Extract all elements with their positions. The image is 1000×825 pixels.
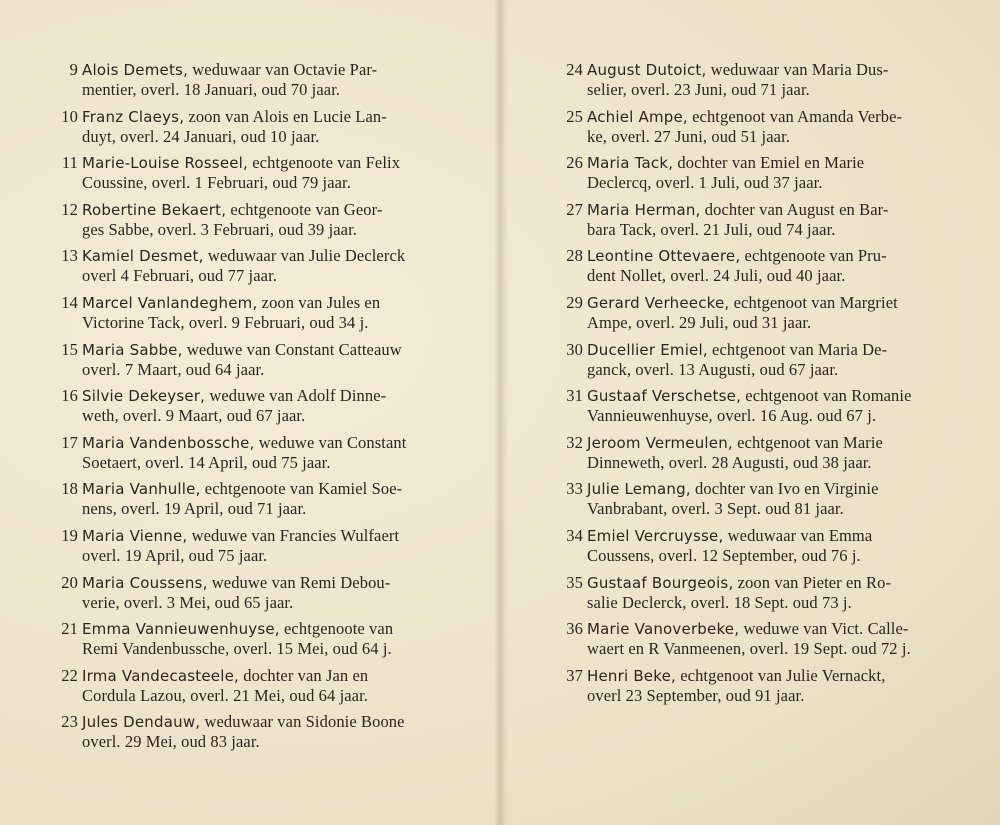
deceased-name: Robertine Bekaert, xyxy=(82,200,227,219)
entry-line-1 xyxy=(82,246,450,266)
entry-line-1 xyxy=(82,340,450,360)
entry-number: 9 xyxy=(69,60,78,79)
entry-relation: dochter van Jan en xyxy=(239,665,369,685)
entry-number: 14 xyxy=(61,292,78,312)
deceased-name: Maria Sabbe, xyxy=(82,340,183,359)
obituary-entry xyxy=(58,386,450,433)
deceased-name: Gustaaf Bourgeois, xyxy=(587,573,734,592)
obituary-entry xyxy=(58,293,450,340)
entry-relation: echtgenoote van Felix xyxy=(248,153,401,173)
entry-relation: echtgenoote van Pru- xyxy=(740,246,887,266)
entry-line-2: mentier, overl. 18 Januari, oud 70 jaar. xyxy=(82,80,341,99)
deceased-name: Kamiel Desmet, xyxy=(82,247,204,266)
entry-relation: weduwaar van Maria Dus- xyxy=(706,60,889,79)
obituary-entry xyxy=(563,200,955,247)
deceased-name: Emiel Vercruysse, xyxy=(587,526,724,545)
deceased-name: Gustaaf Verschetse, xyxy=(587,387,742,406)
entry-number: 26 xyxy=(566,153,583,173)
entry-number: 11 xyxy=(61,153,78,173)
entry-line-1 xyxy=(587,666,955,686)
entry-relation: dochter van Emiel en Marie xyxy=(673,153,865,173)
entry-relation: weduwe van Constant Catteauw xyxy=(182,339,402,359)
entry-text xyxy=(82,526,450,566)
entry-line-2: overl 4 Februari, oud 77 jaar. xyxy=(82,266,277,286)
entry-number: 37 xyxy=(566,665,583,685)
entry-number: 31 xyxy=(566,386,583,406)
entry-line-1 xyxy=(82,619,450,639)
obituary-entry xyxy=(58,712,450,759)
obituary-entry xyxy=(58,479,450,526)
obituary-entry xyxy=(563,526,955,573)
entry-text xyxy=(587,60,955,100)
entry-line-2: overl 23 September, oud 91 jaar. xyxy=(587,685,805,705)
deceased-name: Jules Dendauw, xyxy=(82,713,201,732)
entry-line-1 xyxy=(587,479,955,499)
obituary-entry xyxy=(58,619,450,666)
entry-text xyxy=(82,712,450,752)
entry-relation: echtgenoot van Margriet xyxy=(729,292,898,312)
entry-line-2: Declercq, overl. 1 Juli, oud 37 jaar. xyxy=(587,173,823,193)
entry-line-2: nens, overl. 19 April, oud 71 jaar. xyxy=(82,499,307,519)
entry-line-2: ke, overl. 27 Juni, oud 51 jaar. xyxy=(587,126,790,146)
entry-text xyxy=(82,60,450,100)
deceased-name: Maria Tack, xyxy=(587,154,674,173)
entry-line-1 xyxy=(82,60,450,80)
entry-text xyxy=(587,386,955,426)
entry-line-1 xyxy=(82,153,450,173)
entry-line-2: Vannieuwenhuyse, overl. 16 Aug. oud 67 j. xyxy=(587,406,877,426)
entry-relation: weduwaar van Octavie Par- xyxy=(188,60,378,79)
deceased-name: Jeroom Vermeulen, xyxy=(587,433,733,452)
obituary-entry xyxy=(563,479,955,526)
deceased-name: Marie Vanoverbeke, xyxy=(587,620,740,639)
entry-relation: dochter van Ivo en Virginie xyxy=(690,479,879,499)
obituary-entry xyxy=(563,619,955,666)
entry-text xyxy=(82,479,450,519)
entry-line-1 xyxy=(587,386,955,406)
obituary-entry xyxy=(58,246,450,293)
deceased-name: August Dutoict, xyxy=(587,61,707,79)
obituary-entry xyxy=(563,107,955,154)
entry-line-1 xyxy=(82,293,450,313)
entry-text xyxy=(587,293,955,333)
entry-line-2: waert en R Vanmeenen, overl. 19 Sept. oud 72 j. xyxy=(587,639,911,659)
deceased-name: Maria Coussens, xyxy=(82,573,208,592)
deceased-name: Gerard Verheecke, xyxy=(587,293,730,312)
obituary-entry xyxy=(58,60,450,107)
entry-line-1 xyxy=(587,293,955,313)
obituary-entry xyxy=(58,340,450,387)
entry-text xyxy=(82,340,450,380)
obituary-entry xyxy=(563,293,955,340)
entry-line-1 xyxy=(82,526,450,546)
entry-text xyxy=(82,107,450,147)
deceased-name: Maria Vandenbossche, xyxy=(82,433,255,452)
entry-text xyxy=(587,666,955,706)
deceased-name: Achiel Ampe, xyxy=(587,107,688,126)
entry-line-1 xyxy=(587,200,955,220)
entry-line-2: salie Declerck, overl. 18 Sept. oud 73 j. xyxy=(587,592,852,612)
entry-number: 19 xyxy=(61,525,78,545)
entry-number: 23 xyxy=(61,712,78,732)
entry-number: 32 xyxy=(566,432,583,452)
entry-text xyxy=(82,573,450,613)
obituary-entry xyxy=(563,246,955,293)
deceased-name: Emma Vannieuwenhuyse, xyxy=(82,620,280,639)
entry-text xyxy=(82,293,450,333)
deceased-name: Maria Herman, xyxy=(587,200,701,219)
entry-relation: echtgenoote van xyxy=(279,619,394,639)
entry-line-2: Remi Vandenbussche, overl. 15 Mei, oud 64 j. xyxy=(82,639,392,659)
entry-text xyxy=(82,200,450,240)
entry-number: 24 xyxy=(566,60,583,79)
entry-line-1 xyxy=(82,573,450,593)
deceased-name: Silvie Dekeyser, xyxy=(82,387,206,406)
entry-relation: echtgenoot van Marie xyxy=(732,432,883,452)
entry-relation: weduwe van Vict. Calle- xyxy=(739,619,909,639)
entry-relation: echtgenoot van Amanda Verbe- xyxy=(687,106,903,126)
entry-line-1 xyxy=(82,712,450,732)
entry-line-1 xyxy=(587,60,955,80)
entry-line-2: Soetaert, overl. 14 April, oud 75 jaar. xyxy=(82,452,331,472)
entry-line-2: selier, overl. 23 Juni, oud 71 jaar. xyxy=(587,80,810,99)
entry-number: 20 xyxy=(61,572,78,592)
entry-line-2: ganck, overl. 13 Augusti, oud 67 jaar. xyxy=(587,359,839,379)
entry-line-2: Coussine, overl. 1 Februari, oud 79 jaar. xyxy=(82,173,351,193)
entry-relation: weduwaar van Julie Declerck xyxy=(203,246,406,266)
entry-line-2: overl. 29 Mei, oud 83 jaar. xyxy=(82,732,260,752)
entry-relation: weduwaar van Emma xyxy=(723,525,873,545)
entry-line-1 xyxy=(587,340,955,360)
entry-relation: weduwe van Francies Wulfaert xyxy=(187,525,400,545)
entry-line-1 xyxy=(587,573,955,593)
entry-number: 16 xyxy=(61,386,78,406)
deceased-name: Franz Claeys, xyxy=(82,107,185,126)
entry-line-1 xyxy=(82,107,450,127)
entry-line-2: dent Nollet, overl. 24 Juli, oud 40 jaar. xyxy=(587,266,846,286)
entry-line-2: verie, overl. 3 Mei, oud 65 jaar. xyxy=(82,592,294,612)
entry-line-1 xyxy=(82,386,450,406)
entry-number: 34 xyxy=(566,525,583,545)
deceased-name: Maria Vienne, xyxy=(82,526,188,545)
entry-line-2: Victorine Tack, overl. 9 Februari, oud 34 j. xyxy=(82,312,369,332)
obituary-entry xyxy=(58,526,450,573)
deceased-name: Irma Vandecasteele, xyxy=(82,666,240,685)
deceased-name: Leontine Ottevaere, xyxy=(587,247,741,266)
obituary-entry xyxy=(563,386,955,433)
entry-line-2: Vanbrabant, overl. 3 Sept. oud 81 jaar. xyxy=(587,499,844,519)
entry-number: 27 xyxy=(566,199,583,219)
entry-line-2: Cordula Lazou, overl. 21 Mei, oud 64 jaar. xyxy=(82,685,369,705)
entry-text xyxy=(82,153,450,193)
entry-relation: echtgenoot van Romanie xyxy=(741,386,912,406)
entry-line-2: Dinneweth, overl. 28 Augusti, oud 38 jaar. xyxy=(587,452,872,472)
entry-line-2: bara Tack, overl. 21 Juli, oud 74 jaar. xyxy=(587,219,836,239)
entry-relation: weduwe van Adolf Dinne- xyxy=(205,386,387,406)
entry-text xyxy=(587,573,955,613)
entry-line-2: weth, overl. 9 Maart, oud 67 jaar. xyxy=(82,406,306,426)
entry-number: 35 xyxy=(566,572,583,592)
entry-line-2: Coussens, overl. 12 September, oud 76 j. xyxy=(587,545,861,565)
entry-line-2: ges Sabbe, overl. 3 Februari, oud 39 jaar. xyxy=(82,219,358,239)
entry-relation: echtgenoot van Julie Vernackt, xyxy=(676,665,886,685)
entry-relation: weduwe van Remi Debou- xyxy=(207,572,391,592)
entry-text xyxy=(587,526,955,566)
entry-line-2: overl. 7 Maart, oud 64 jaar. xyxy=(82,359,265,379)
entry-text xyxy=(82,433,450,473)
left-column xyxy=(58,60,450,759)
deceased-name: Henri Beke, xyxy=(587,666,676,685)
entry-line-1 xyxy=(587,246,955,266)
entry-number: 15 xyxy=(61,339,78,359)
entry-number: 13 xyxy=(61,246,78,266)
entry-line-1 xyxy=(82,200,450,220)
entry-number: 10 xyxy=(61,106,78,126)
obituary-entry xyxy=(58,200,450,247)
entry-text xyxy=(587,340,955,380)
obituary-entry xyxy=(58,107,450,154)
obituary-entry xyxy=(563,60,955,107)
entry-number: 12 xyxy=(61,199,78,219)
obituary-entry xyxy=(58,666,450,713)
entry-line-2: duyt, overl. 24 Januari, oud 10 jaar. xyxy=(82,126,320,146)
entry-text xyxy=(82,666,450,706)
obituary-entry xyxy=(563,573,955,620)
entry-text xyxy=(587,107,955,147)
deceased-name: Ducellier Emiel, xyxy=(587,340,708,359)
entry-line-2: overl. 19 April, oud 75 jaar. xyxy=(82,545,268,565)
deceased-name: Maria Vanhulle, xyxy=(82,480,201,499)
entry-number: 30 xyxy=(566,339,583,359)
entry-number: 18 xyxy=(61,479,78,499)
entry-line-1 xyxy=(587,526,955,546)
obituary-entry xyxy=(563,433,955,480)
entry-line-1 xyxy=(587,153,955,173)
entry-number: 36 xyxy=(566,619,583,639)
obituary-entry xyxy=(563,153,955,200)
entry-relation: echtgenoot van Maria De- xyxy=(707,339,888,359)
deceased-name: Alois Demets, xyxy=(82,61,189,79)
entry-number: 28 xyxy=(566,246,583,266)
entry-relation: weduwaar van Sidonie Boone xyxy=(200,712,405,732)
obituary-entry xyxy=(563,666,955,713)
entry-line-1 xyxy=(587,619,955,639)
entry-number: 33 xyxy=(566,479,583,499)
entry-text xyxy=(82,619,450,659)
entry-line-2: Ampe, overl. 29 Juli, oud 31 jaar. xyxy=(587,312,812,332)
entry-text xyxy=(587,200,955,240)
entry-relation: zoon van Pieter en Ro- xyxy=(733,572,892,592)
entry-line-1 xyxy=(82,433,450,453)
entry-number: 25 xyxy=(566,106,583,126)
right-column xyxy=(563,60,955,712)
entry-number: 29 xyxy=(566,292,583,312)
entry-relation: weduwe van Constant xyxy=(254,432,407,452)
deceased-name: Marie-Louise Rosseel, xyxy=(82,154,249,173)
obituary-entry xyxy=(58,433,450,480)
entry-relation: dochter van August en Bar- xyxy=(700,199,889,219)
obituary-entry xyxy=(563,340,955,387)
entry-relation: echtgenoote van Geor- xyxy=(226,199,383,219)
entry-text xyxy=(82,386,450,426)
entry-text xyxy=(82,246,450,286)
deceased-name: Julie Lemang, xyxy=(587,480,691,499)
entry-text xyxy=(587,479,955,519)
entry-number: 22 xyxy=(61,665,78,685)
obituary-entry xyxy=(58,153,450,200)
entry-line-1 xyxy=(587,107,955,127)
entry-number: 21 xyxy=(61,619,78,639)
entry-text xyxy=(587,619,955,659)
entry-text xyxy=(587,246,955,286)
entry-line-1 xyxy=(587,433,955,453)
entry-relation: echtgenoote van Kamiel Soe- xyxy=(200,479,403,499)
entry-text xyxy=(587,153,955,193)
entry-relation: zoon van Alois en Lucie Lan- xyxy=(184,106,387,126)
entry-number: 17 xyxy=(61,432,78,452)
entry-line-1 xyxy=(82,479,450,499)
entry-relation: zoon van Jules en xyxy=(257,292,381,312)
entry-text xyxy=(587,433,955,473)
obituary-entry xyxy=(58,573,450,620)
entry-line-1 xyxy=(82,666,450,686)
deceased-name: Marcel Vanlandeghem, xyxy=(82,293,258,312)
